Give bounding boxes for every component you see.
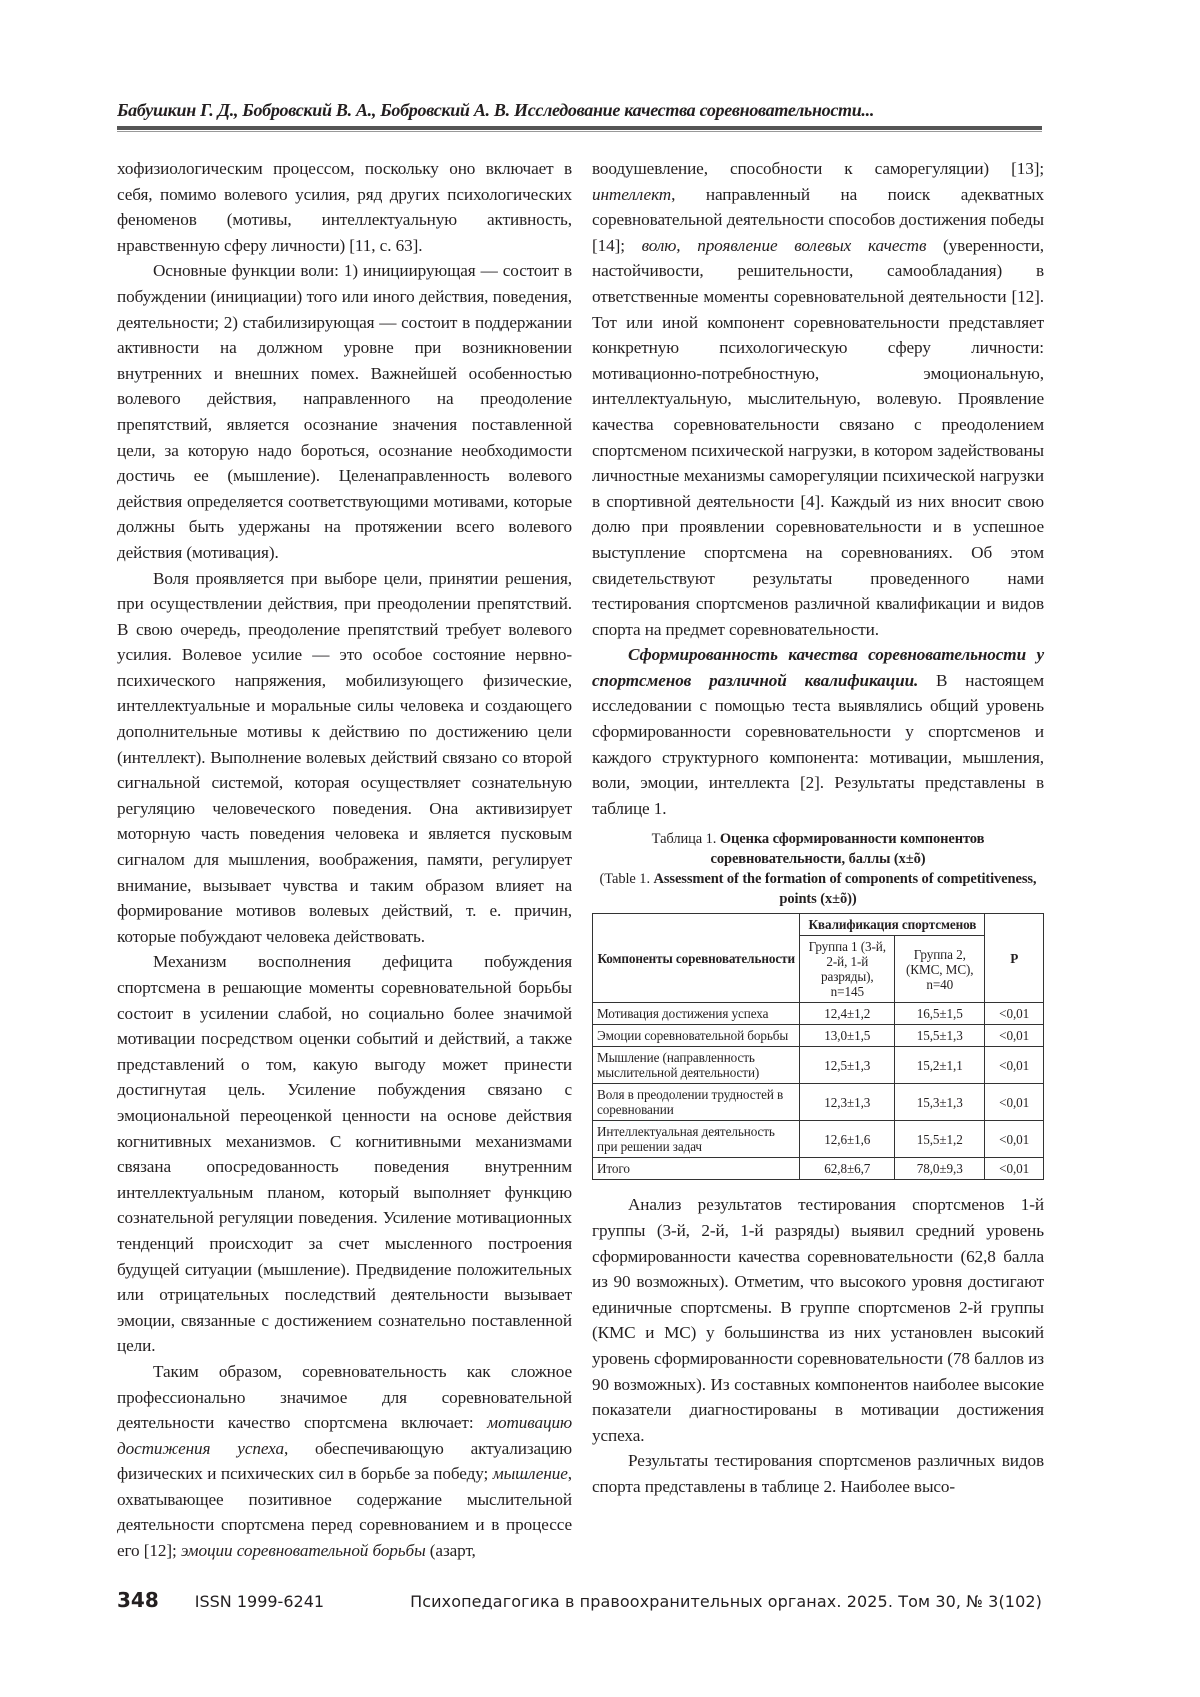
left-column — [117, 156, 572, 1564]
p-value-cell: <0,01 — [985, 1025, 1044, 1047]
group1-cell: 12,5±1,3 — [800, 1047, 895, 1084]
group2-cell: 15,3±1,3 — [895, 1084, 985, 1121]
group1-cell: 13,0±1,5 — [800, 1025, 895, 1047]
emphasis-text: мотивацию достижения успеха — [117, 1413, 572, 1458]
table-row — [593, 1025, 1044, 1047]
emphasis-text: Сформированность качества соревновательности у спортсменов различной квалификации. — [592, 645, 1044, 690]
component-cell: Мотивация достижения успеха — [593, 1003, 800, 1025]
group2-cell: 16,5±1,5 — [895, 1003, 985, 1025]
component-cell: Эмоции соревновательной борьбы — [593, 1025, 800, 1047]
text-run: (азарт, — [426, 1541, 476, 1560]
emphasis-text: интеллект — [592, 185, 671, 204]
caption-ru-title: Оценка сформированности компонентов соревновательности, баллы (x±õ) — [711, 831, 985, 867]
group2-cell: 15,2±1,1 — [895, 1047, 985, 1084]
component-cell: Воля в преодолении трудностей в соревновании — [593, 1084, 800, 1121]
table-caption — [592, 829, 1044, 909]
group1-cell: 12,3±1,3 — [800, 1084, 895, 1121]
group2-cell: 15,5±1,3 — [895, 1025, 985, 1047]
paragraph — [592, 1192, 1044, 1448]
emphasis-text: эмоции соревновательной борьбы — [181, 1541, 426, 1560]
p-value-cell: <0,01 — [985, 1003, 1044, 1025]
text-run: хофизиологическим процессом, поскольку оно включает в себя, помимо волевого усилия, ряд других психологических феноменов (мотивы, интеллектуальную активность, нравственную сферу личности) [11, с. 63]. — [117, 159, 572, 255]
header-qualification: Квалификация спортсменов — [800, 914, 985, 936]
table-row — [593, 1121, 1044, 1158]
journal-name: Психопедагогика в правоохранительных органах. 2025. Том 30, № 3(102) — [354, 1592, 1042, 1611]
paragraph — [117, 1359, 572, 1564]
paragraph — [592, 642, 1044, 821]
issn: ISSN 1999-6241 — [195, 1592, 324, 1611]
emphasis-text: мышление — [493, 1464, 568, 1483]
text-run: , обеспечивающую актуализацию физических и психических сил в борьбе за победу; — [117, 1439, 572, 1484]
text-run: , направленный на поиск адекватных соревновательной деятельности способов достижения победы [14]; — [592, 185, 1044, 255]
p-value-cell: <0,01 — [985, 1158, 1044, 1180]
paragraph — [117, 156, 572, 258]
caption-en-prefix: (Table 1. — [600, 871, 654, 887]
header-rule-thin — [117, 131, 1042, 132]
header-rule — [117, 126, 1042, 130]
caption-ru-prefix: Таблица 1. — [652, 831, 720, 847]
right-column-top — [592, 156, 1044, 821]
component-cell: Интеллектуальная деятельность при решении задач — [593, 1121, 800, 1158]
page-footer — [117, 1588, 1042, 1612]
text-run: Основные функции воли: 1) инициирующая — состоит в побуждении (инициации) того или иного действия, поведения, деятельности; 2) стабилизирующая — состоит в поддержании активности на должном уровне при возникновении внутренних и внешних помех. Важнейшей особенностью волевого действия, направленного на преодоление препятствий, является осознание значения поставленной цели, за которую надо бороться, осознание необходимости достичь ее (мышление). Целенаправленность волевого действия определяется соответствующими мотивами, которые должны быть удержаны на протяжении всего волевого действия (мотивация). — [117, 261, 572, 562]
text-run: Таким образом, соревновательность как сложное профессионально значимое для соревновательной деятельности качество спортсмена включает: — [117, 1362, 572, 1432]
p-value-cell: <0,01 — [985, 1084, 1044, 1121]
group1-cell: 12,6±1,6 — [800, 1121, 895, 1158]
text-run: Воля проявляется при выборе цели, принятии решения, при осуществлении действия, при преодолении препятствий. В свою очередь, преодоление препятствий требует волевого усилия. Волевое усилие — это особое состояние нервно-психического напряжения, мобилизующего физические, интеллектуальные и моральные силы человека и создающего дополнительные мотивы к действию по достижению цели (интеллект). Выполнение волевых действий связано со второй сигнальной системой, которая осуществляет сознательную регуляцию человеческого поведения. Она активизирует моторную часть поведения человека и является пусковым сигналом для мышления, воображения, памяти, регулирует внимание, вызывает чувства и таким образом влияет на формирование мотивов волевых действий, т. е. причин, которые побуждают человека действовать. — [117, 569, 572, 946]
emphasis-text: волю, проявление волевых качеств — [642, 236, 927, 255]
group1-cell: 12,4±1,2 — [800, 1003, 895, 1025]
paragraph — [117, 566, 572, 950]
text-run: (уверенности, настойчивости, решительности, самообладания) в ответственные моменты соревновательной деятельности [12]. Тот или иной компонент соревновательности представляет конкретную психологическую сферу личности: мотивационно-потребностную, эмоциональную, интеллектуальную, мыслительную, волевую. Проявление качества соревновательности связано с преодолением спортсменом психической нагрузки, в котором задействованы личностные механизмы саморегуляции психической нагрузки в спортивной деятельности [4]. Каждый из них вносит свою долю при проявлении соревновательности и в успешное выступление спортсмена на соревнованиях. Об этом свидетельствуют результаты проведенного нами тестирования спортсменов различной квалификации и видов спорта на предмет соревновательности. — [592, 236, 1044, 639]
table-row — [593, 1084, 1044, 1121]
header-p: P — [985, 914, 1044, 1003]
header-group1: Группа 1 (3-й, 2-й, 1-й разряды), n=145 — [800, 936, 895, 1003]
text-run: воодушевление, способности к саморегуляции) [13]; — [592, 159, 1044, 178]
caption-en-title: Assessment of the formation of components of competitiveness, points (x±õ)) — [654, 871, 1037, 907]
paragraph — [592, 156, 1044, 642]
right-column — [592, 156, 1044, 1500]
text-run: Результаты тестирования спортсменов различных видов спорта представлены в таблице 2. Наиболее высо- — [592, 1451, 1044, 1496]
running-head: Бабушкин Г. Д., Бобровский В. А., Бобровский А. В. Исследование качества соревновательности... — [117, 100, 1042, 121]
page-number: 348 — [117, 1588, 159, 1612]
text-run: В настоящем исследовании с помощью теста выявлялись общий уровень сформированности соревновательности у спортсменов и каждого структурного компонента: мотивации, мышления, воли, эмоции, интеллекта [2]. Результаты представлены в таблице 1. — [592, 671, 1044, 818]
table-row — [593, 1003, 1044, 1025]
p-value-cell: <0,01 — [985, 1121, 1044, 1158]
text-run: Механизм восполнения дефицита побуждения спортсмена в решающие моменты соревновательной борьбы состоит в усилении слабой, но социально более значимой мотивации посредством оценки событий и действий, а также представлений о том, какую выгоду может принести достигнутая цель. Усиление побуждения связано с эмоциональной переоценкой ценности на основе действия когнитивных механизмов. С когнитивными механизмами связана опосредованность поведения внутренним интеллектуальным планом, который выполняет функцию сознательной регуляции поведения. Усиление мотивационных тенденций происходит за счет мысленного построения будущей ситуации (мышление). Предвидение положительных или отрицательных последствий деятельности вызывает эмоции, связанные с достижением сознательно поставленной цели. — [117, 952, 572, 1355]
component-cell: Мышление (направленность мыслительной деятельности) — [593, 1047, 800, 1084]
text-run: Анализ результатов тестирования спортсменов 1-й группы (3-й, 2-й, 1-й разряды) выявил средний уровень сформированности качества соревновательности (62,8 балла из 90 возможных). Отметим, что высокого уровня достигают единичные спортсмены. В группе спортсменов 2-й группы (КМС и МС) у большинства из них установлен высокий уровень сформированности соревновательности (78 баллов из 90 возможных). Из составных компонентов наиболее высокие показатели диагностированы в мотивации достижения успеха. — [592, 1195, 1044, 1444]
component-cell: Итого — [593, 1158, 800, 1180]
paragraph — [117, 258, 572, 565]
text-run: , охватывающее позитивное содержание мыслительной деятельности спортсмена перед соревнованием и в процессе его [12]; — [117, 1464, 572, 1560]
group1-cell: 62,8±6,7 — [800, 1158, 895, 1180]
header-components: Компоненты соревновательности — [593, 914, 800, 1003]
p-value-cell: <0,01 — [985, 1047, 1044, 1084]
right-column-bottom — [592, 1192, 1044, 1499]
group2-cell: 78,0±9,3 — [895, 1158, 985, 1180]
paragraph — [117, 949, 572, 1359]
paragraph — [592, 1448, 1044, 1499]
results-table — [592, 913, 1044, 1180]
table-row — [593, 1047, 1044, 1084]
header-group2: Группа 2, (КМС, МС), n=40 — [895, 936, 985, 1003]
table-row — [593, 1158, 1044, 1180]
group2-cell: 15,5±1,2 — [895, 1121, 985, 1158]
